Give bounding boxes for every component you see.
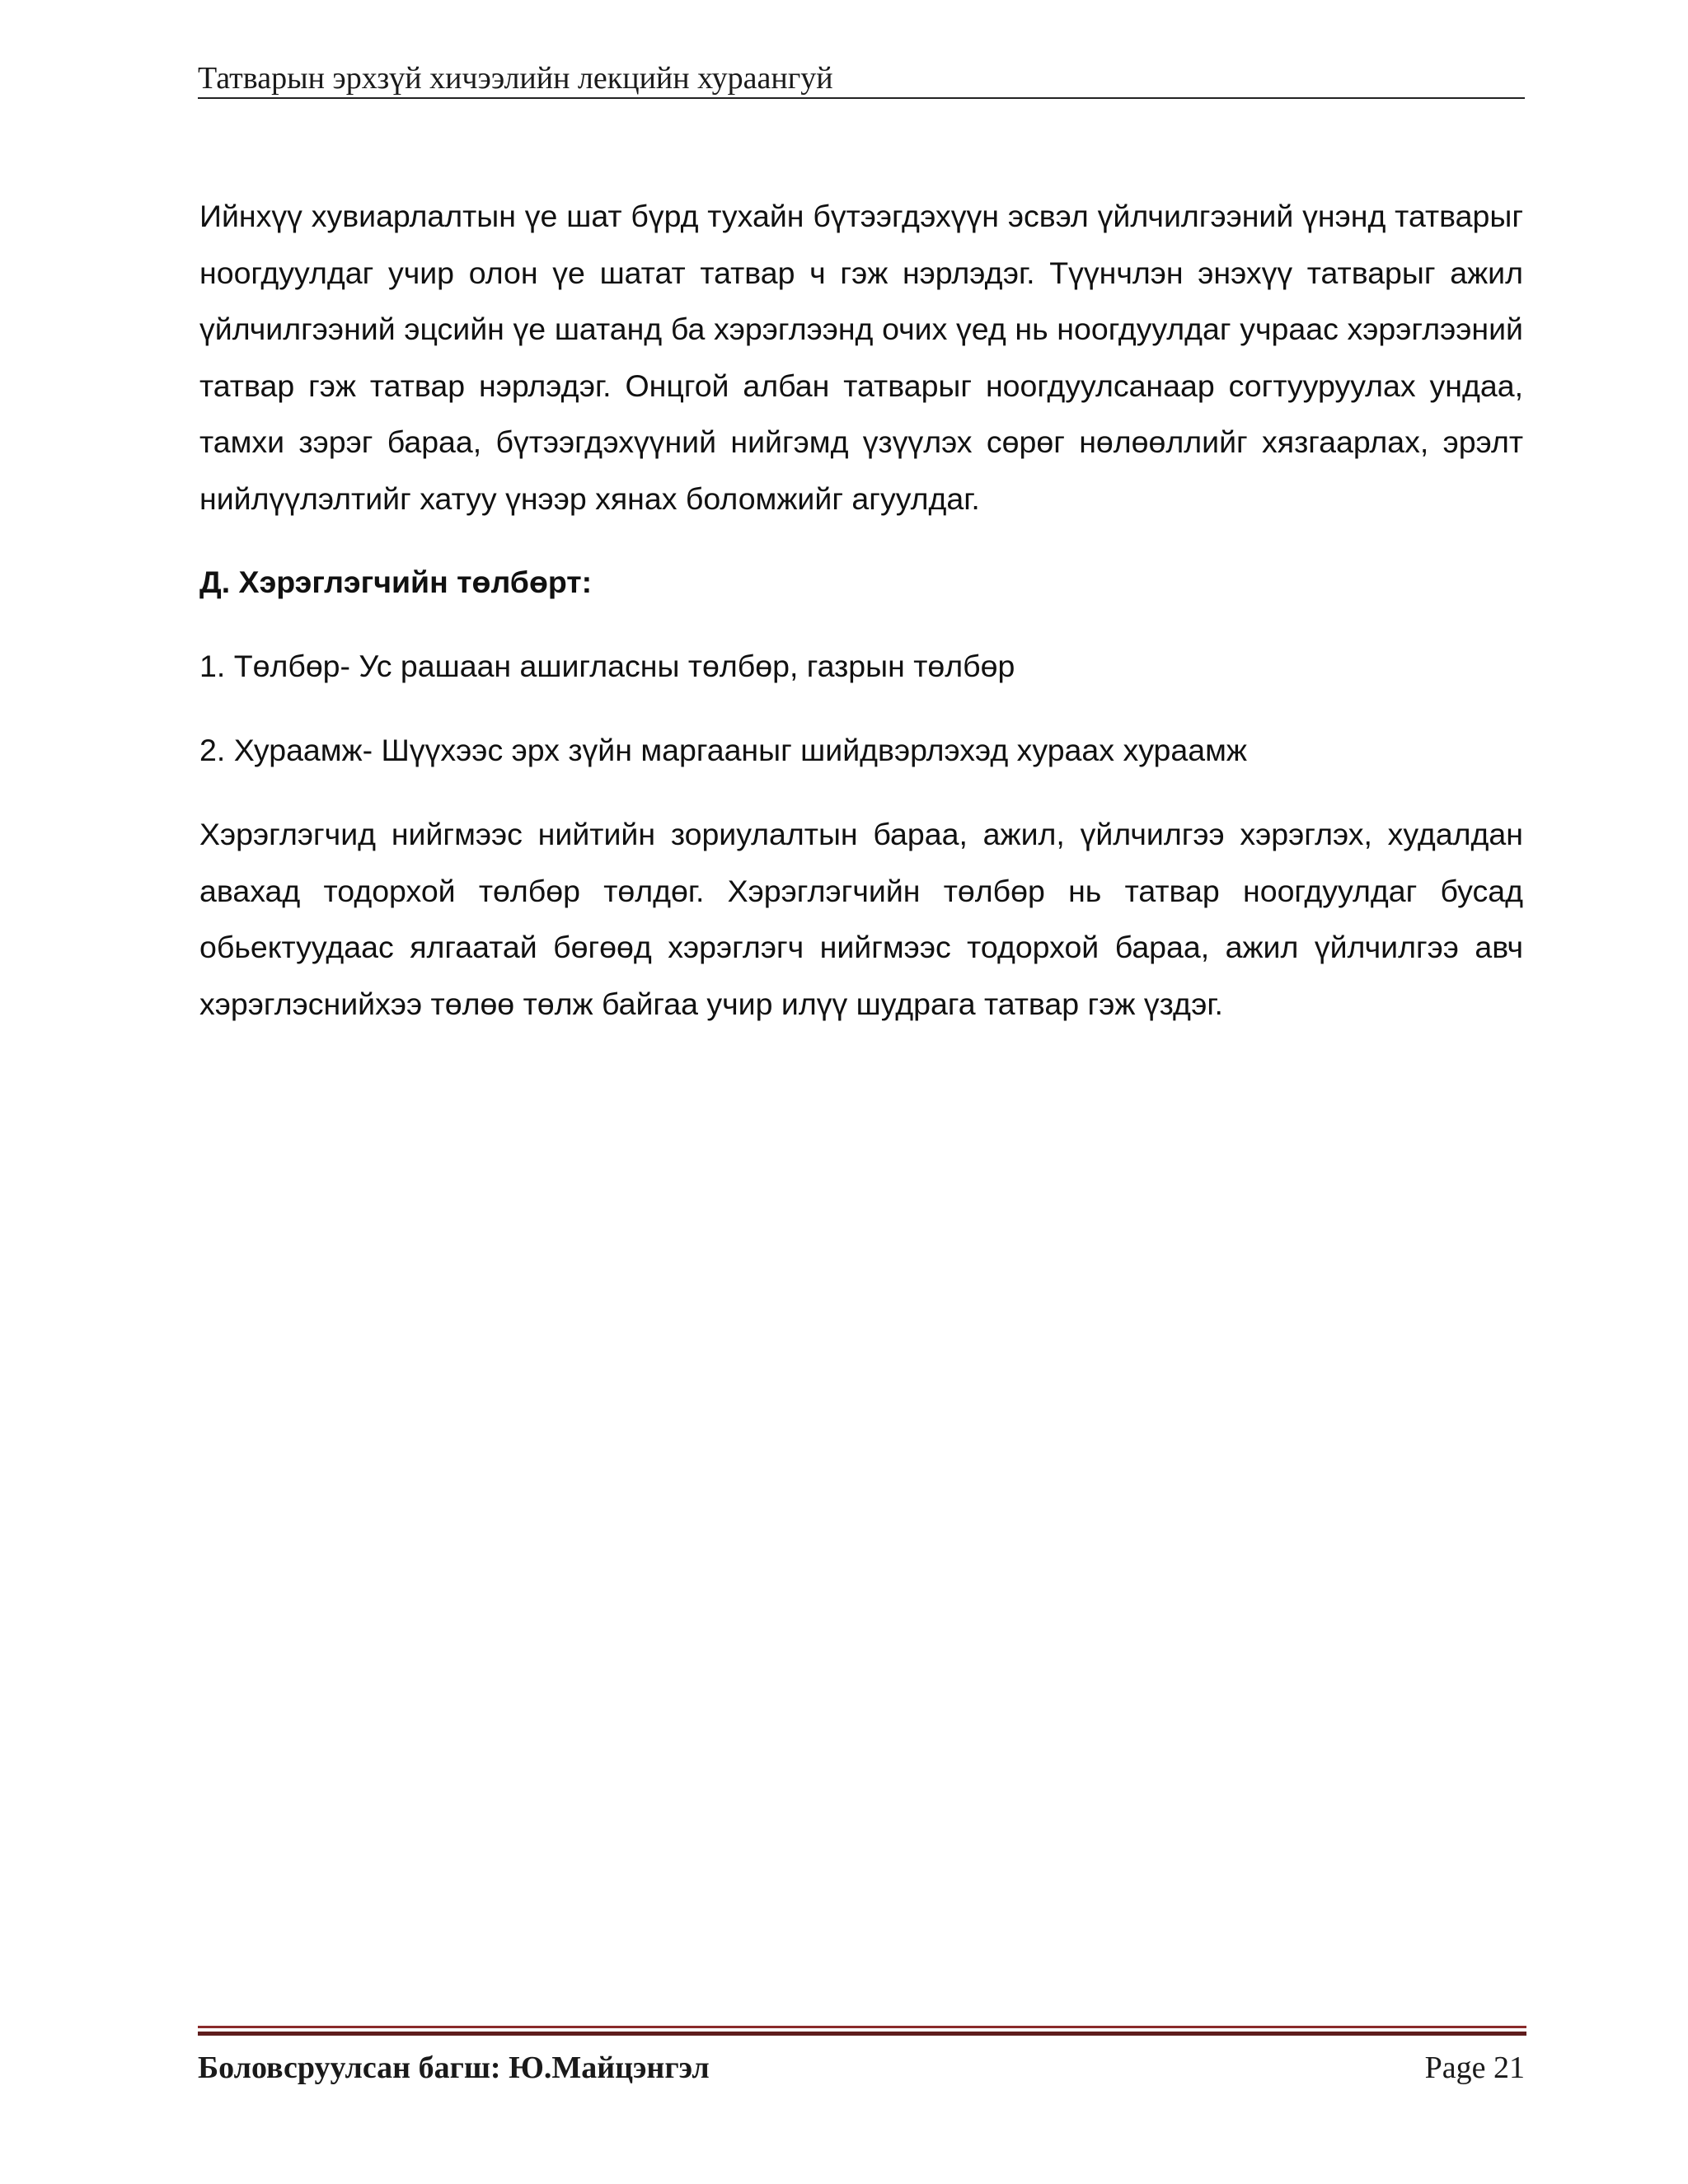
page-number: Page 21 <box>1424 2050 1525 2085</box>
page-footer <box>198 2046 1525 2090</box>
page-header: Татварын эрхзүй хичээлийн лекцийн хураангуй <box>198 61 833 96</box>
list-item-fee: 1. Төлбөр- Ус рашаан ашигласны төлбөр, газрын төлбөр <box>199 649 1015 683</box>
header-divider <box>198 97 1525 99</box>
footer-divider <box>198 2026 1526 2036</box>
paragraph-consumer-payment: Хэрэглэгчид нийгмээс нийтийн зориулалтын бараа, ажил, үйлчилгээ хэрэглэх, худалдан авахад тодорхой төлбөр төлдөг. Хэрэглэгчийн төлбөр нь татвар ноогдуулдаг бусад обьектуудаас ялгаатай бөгөөд хэрэглэгч нийгмээс тодорхой бараа, ажил үйлчилгээ авч хэрэглэснийхээ төлөө төлж байгаа учир илүү шудрага татвар гэж үздэг. <box>199 817 1523 1021</box>
footer-author: Боловсруулсан багш: Ю.Майцэнгэл <box>198 2050 710 2085</box>
list-item-levy: 2. Хураамж- Шүүхээс эрх зүйн маргааныг шийдвэрлэхэд хураах хураамж <box>199 733 1247 767</box>
section-heading-consumer-payment: Д. Хэрэглэгчийн төлбөрт: <box>199 565 593 599</box>
page-body <box>199 188 1523 1032</box>
paragraph-consumption-tax: Ийнхүү хувиарлалтын үе шат бүрд тухайн бүтээгдэхүүн эсвэл үйлчилгээний үнэнд татварыг ноогдуулдаг учир олон үе шатат татвар ч гэж нэрлэдэг. Түүнчлэн энэхүү татварыг ажил үйлчилгээний эцсийн үе шатанд ба хэрэглээнд очих үед нь ноогдуулдаг учраас хэрэглээний татвар гэж татвар нэрлэдэг. Онцгой албан татварыг ноогдуулсанаар согтууруулах ундаа, тамхи зэрэг бараа, бүтээгдэхүүний нийгэмд үзүүлэх сөрөг нөлөөллийг хязгаарлах, эрэлт нийлүүлэлтийг хатуу үнээр хянах боломжийг агуулдаг. <box>199 199 1523 516</box>
